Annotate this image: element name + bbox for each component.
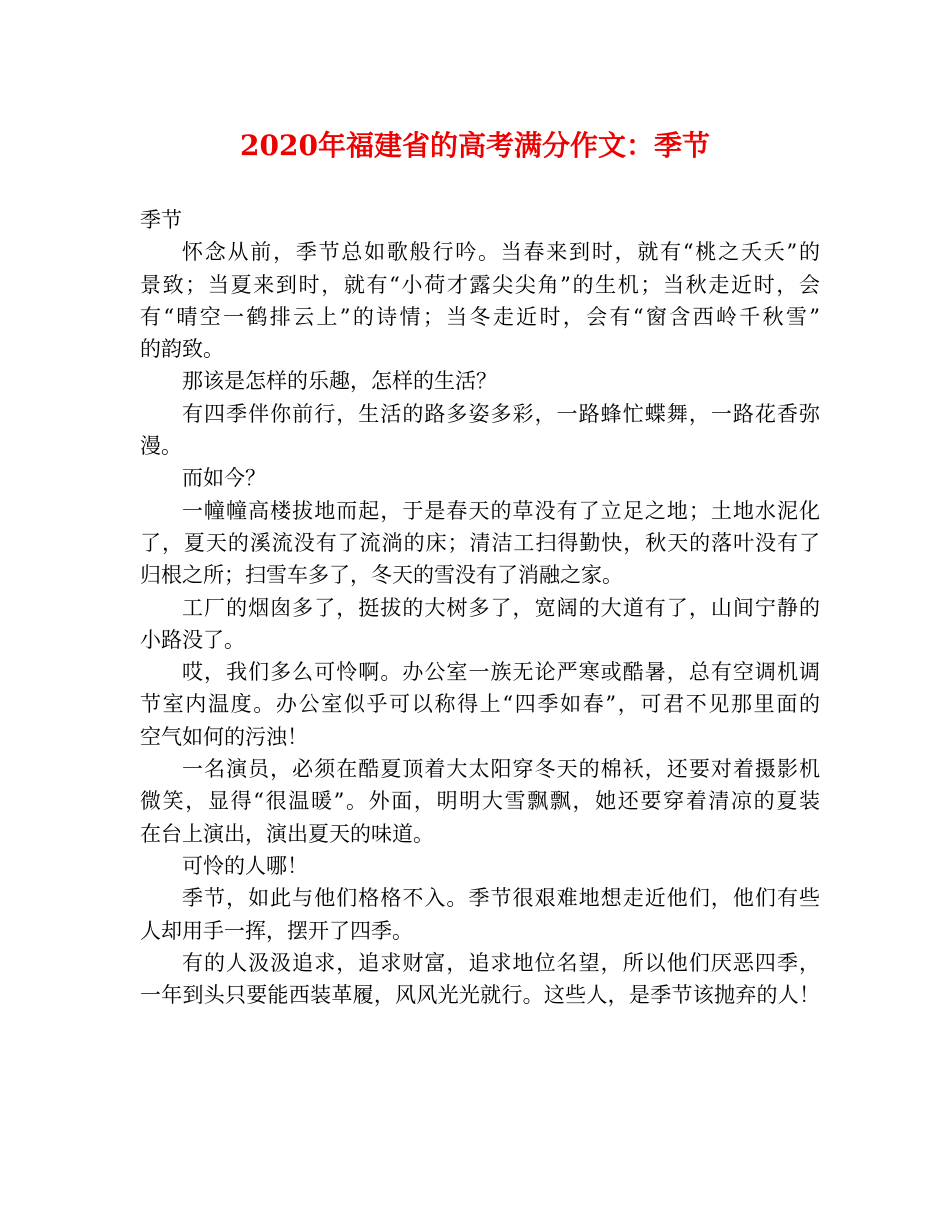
text-line: 怀念从前，季节总如歌般行吟。当春来到时，就有“桃之夭夭”的 — [182, 240, 820, 265]
text-line: 哎，我们多么可怜啊。办公室一族无论严寒或酷暑，总有空调机调 — [182, 660, 820, 685]
text-line: 一名演员，必须在酷夏顶着大太阳穿冬天的棉袄，还要对着摄影机 — [182, 757, 820, 782]
text-line: 而如今？ — [182, 466, 266, 491]
text-line: 小路没了。 — [140, 627, 245, 652]
text-line: 工厂的烟囱多了，挺拔的大树多了，宽阔的大道有了，山间宁静的 — [182, 595, 820, 620]
document-body — [140, 204, 820, 1011]
text-line: 人却用手一挥，摆开了四季。 — [140, 918, 413, 943]
text-line: 一幢幢高楼拔地而起，于是春天的草没有了立足之地；土地水泥化 — [182, 498, 820, 523]
document-title: 2020年福建省的高考满分作文：季节 — [240, 129, 710, 162]
text-line: 微笑，显得“很温暖”。外面，明明大雪飘飘，她还要穿着清凉的夏装 — [140, 789, 820, 814]
text-line: 归根之所；扫雪车多了，冬天的雪没有了消融之家。 — [140, 563, 623, 588]
text-line: 了，夏天的溪流没有了流淌的床；清洁工扫得勤快，秋天的落叶没有了 — [140, 530, 820, 555]
section-heading: 季节 — [140, 208, 182, 232]
text-line: 有四季伴你前行，生活的路多姿多彩，一路蜂忙蝶舞，一路花香弥 — [182, 401, 820, 426]
text-line: 可怜的人哪！ — [182, 853, 308, 878]
text-line: 有“晴空一鹤排云上”的诗情；当冬走近时，会有“窗含西岭千秋雪” — [140, 304, 820, 329]
text-line: 漫。 — [140, 434, 182, 459]
text-line: 空气如何的污浊！ — [140, 724, 308, 749]
text-line: 在台上演出，演出夏天的味道。 — [140, 821, 434, 846]
text-line: 那该是怎样的乐趣，怎样的生活？ — [182, 369, 497, 394]
text-line: 节室内温度。办公室似乎可以称得上“四季如春”，可君不见那里面的 — [140, 692, 820, 717]
text-line: 一年到头只要能西装革履，风风光光就行。这些人，是季节该抛弃的人！ — [140, 983, 820, 1008]
text-line: 的韵致。 — [140, 337, 224, 362]
text-line: 景致；当夏来到时，就有“小荷才露尖尖角”的生机；当秋走近时，会 — [140, 272, 820, 297]
text-line: 季节，如此与他们格格不入。季节很艰难地想走近他们，他们有些 — [182, 886, 820, 911]
text-line: 有的人汲汲追求，追求财富，追求地位名望，所以他们厌恶四季， — [182, 950, 820, 975]
